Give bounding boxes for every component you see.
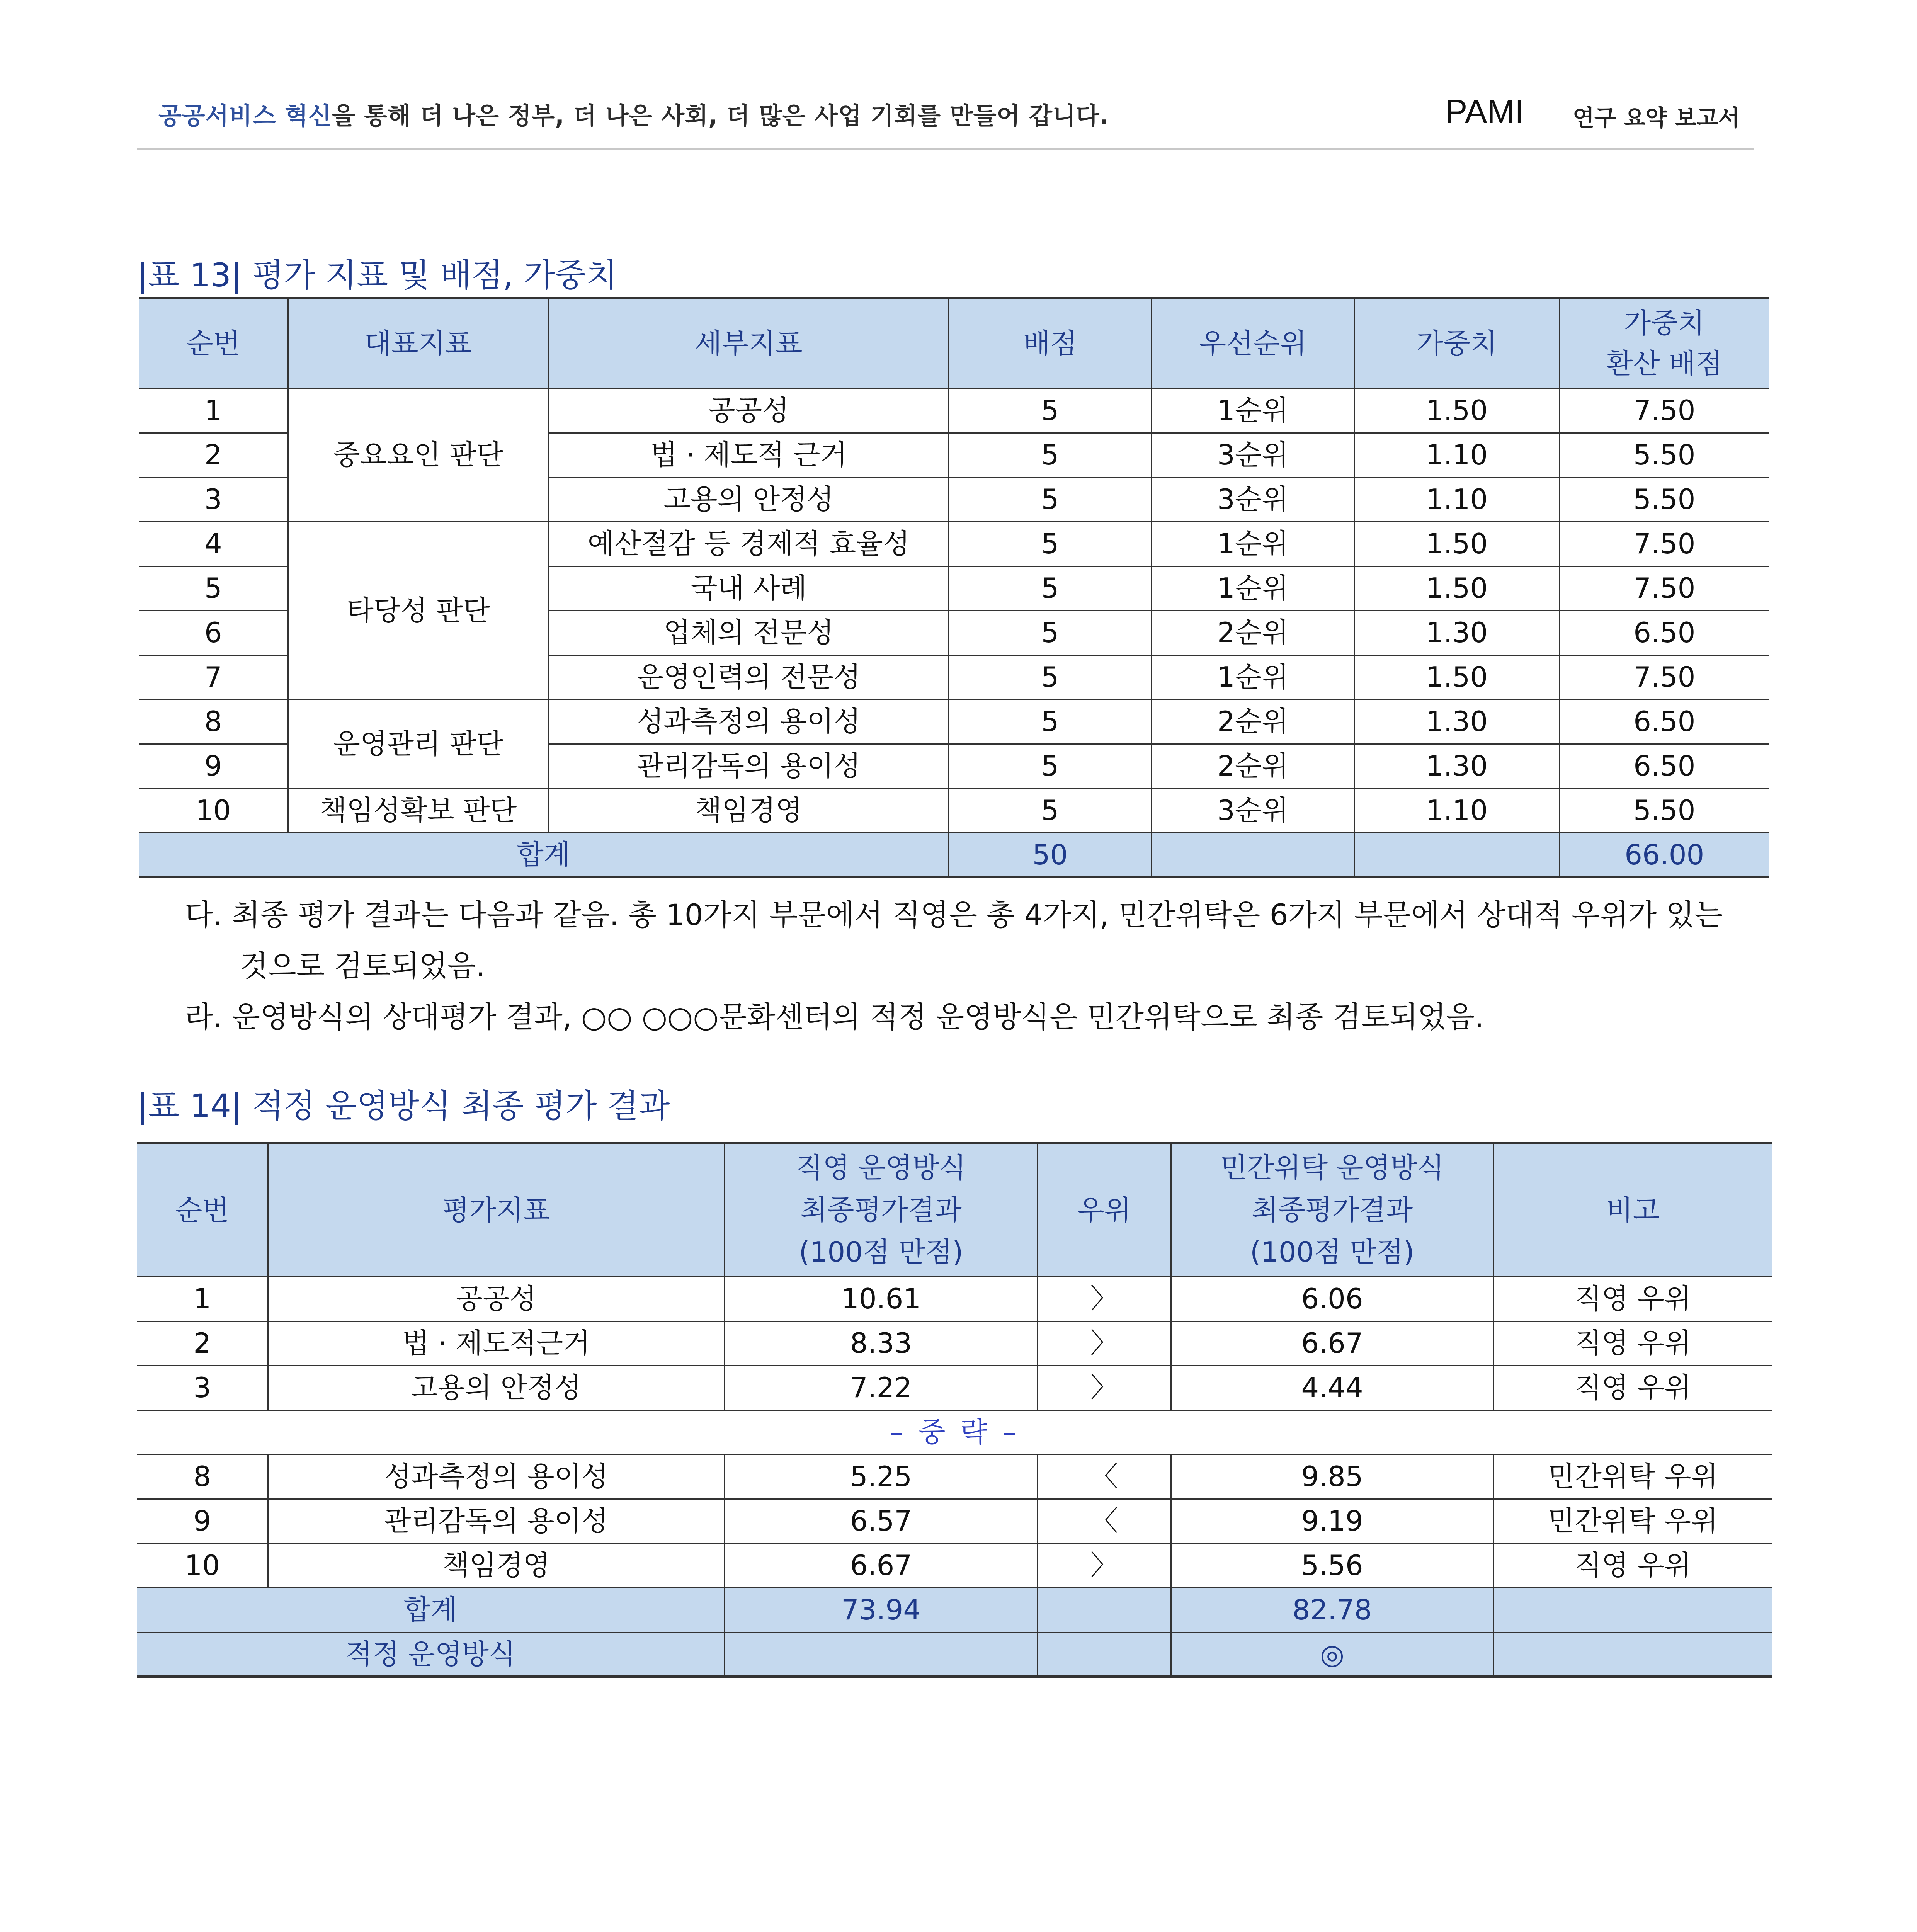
header-slogan <box>158 97 1109 131</box>
table13-cell-no: 4 <box>139 522 288 566</box>
table-row <box>137 1277 1772 1321</box>
table13-cell-weighted: 5.50 <box>1559 433 1769 477</box>
table14-total-label: 합계 <box>137 1588 725 1632</box>
table13-total-label: 합계 <box>139 833 949 877</box>
table13-header-weighted-line1: 가중치 <box>1624 307 1705 340</box>
table13-cell-no: 10 <box>139 788 288 833</box>
table14-cell-direct: 5.25 <box>725 1454 1038 1499</box>
table14-cell-no: 8 <box>137 1454 268 1499</box>
table14-header-outsourced <box>1171 1143 1493 1277</box>
table13-cell-weight: 1.30 <box>1354 744 1559 788</box>
table14-cell-direct: 8.33 <box>725 1321 1038 1366</box>
table13-cell-score: 5 <box>949 388 1152 433</box>
table13-cell-weighted: 6.50 <box>1559 744 1769 788</box>
table14-header-outsourced-line2: 최종평가결과 <box>1251 1194 1413 1226</box>
table13-cell-priority: 3순위 <box>1152 477 1354 522</box>
table-row <box>137 1543 1772 1588</box>
table13-cell-score: 5 <box>949 788 1152 833</box>
table13-cell-weighted: 6.50 <box>1559 611 1769 655</box>
table13-header-weight: 가중치 <box>1354 298 1559 388</box>
table13-cell-priority: 1순위 <box>1152 566 1354 611</box>
table-row <box>139 522 1769 566</box>
table13-cell-priority: 1순위 <box>1152 388 1354 433</box>
table14-cell-note: 직영 우위 <box>1493 1366 1772 1410</box>
table13-cell-score: 5 <box>949 699 1152 744</box>
table14-cell-no: 9 <box>137 1499 268 1543</box>
table-row <box>139 388 1769 433</box>
table14-cell-note: 직영 우위 <box>1493 1543 1772 1588</box>
table13-cell-detail: 운영인력의 전문성 <box>549 655 949 699</box>
table13-total-score: 50 <box>949 833 1152 877</box>
table14-header-outsourced-line1: 민간위탁 운영방식 <box>1220 1151 1444 1184</box>
table14-cell-no: 3 <box>137 1366 268 1410</box>
table14-cell-note: 민간위탁 우위 <box>1493 1454 1772 1499</box>
table13-cell-weighted: 6.50 <box>1559 699 1769 744</box>
table13-total-weighted: 66.00 <box>1559 833 1769 877</box>
table13-cell-detail: 국내 사례 <box>549 566 949 611</box>
table14-header-indicator: 평가지표 <box>268 1143 725 1277</box>
table14-cell-no: 1 <box>137 1277 268 1321</box>
paragraph-da-line1: 다. 최종 평가 결과는 다음과 같음. 총 10가지 부문에서 직영은 총 4가지, 민간위탁은 6가지 부문에서 상대적 우위가 있는 <box>185 898 1723 932</box>
table14-caption: |표 14| 적정 운영방식 최종 평가 결과 <box>137 1087 670 1125</box>
table13-cell-weighted: 5.50 <box>1559 788 1769 833</box>
table13-cell-score: 5 <box>949 744 1152 788</box>
table13-header-weighted-line2: 환산 배점 <box>1606 347 1723 380</box>
table13-cell-weight: 1.50 <box>1354 388 1559 433</box>
table14-optimal-direct <box>725 1632 1038 1677</box>
table14-header-no: 순번 <box>137 1143 268 1277</box>
table13-cell-priority: 3순위 <box>1152 433 1354 477</box>
table13-cell-weight: 1.10 <box>1354 433 1559 477</box>
table14-cell-indicator: 성과측정의 용이성 <box>268 1454 725 1499</box>
table14-header-compare: 우위 <box>1038 1143 1171 1277</box>
table14-cell-direct: 7.22 <box>725 1366 1038 1410</box>
table14-optimal-label: 적정 운영방식 <box>137 1632 725 1677</box>
table14-omitted-label: – 중 략 – <box>137 1410 1772 1454</box>
table13-cell-priority: 1순위 <box>1152 655 1354 699</box>
table13-cell-score: 5 <box>949 433 1152 477</box>
table14-optimal-compare <box>1038 1632 1171 1677</box>
table14-cell-indicator: 고용의 안정성 <box>268 1366 725 1410</box>
table14-cell-outsourced: 9.85 <box>1171 1454 1493 1499</box>
table13-group-cell: 책임성확보 판단 <box>288 788 549 833</box>
table14-cell-outsourced: 6.67 <box>1171 1321 1493 1366</box>
table14-cell-outsourced: 6.06 <box>1171 1277 1493 1321</box>
table13-cell-weighted: 5.50 <box>1559 477 1769 522</box>
table13-cell-no: 8 <box>139 699 288 744</box>
table13-cell-weight: 1.10 <box>1354 788 1559 833</box>
table14-cell-outsourced: 5.56 <box>1171 1543 1493 1588</box>
table13-cell-weighted: 7.50 <box>1559 566 1769 611</box>
table14-cell-compare: 〉 <box>1038 1366 1171 1410</box>
table13-cell-detail: 법 · 제도적 근거 <box>549 433 949 477</box>
table13-cell-score: 5 <box>949 566 1152 611</box>
table13-cell-weight: 1.30 <box>1354 699 1559 744</box>
table14-cell-compare: 〈 <box>1038 1454 1171 1499</box>
table13-cell-score: 5 <box>949 522 1152 566</box>
table13-group-cell: 타당성 판단 <box>288 522 549 699</box>
table14-header-direct-line3: (100점 만점) <box>799 1236 963 1269</box>
table14-cell-compare: 〉 <box>1038 1277 1171 1321</box>
table14-total-direct: 73.94 <box>725 1588 1038 1632</box>
table13-cell-detail: 고용의 안정성 <box>549 477 949 522</box>
table14-cell-direct: 6.57 <box>725 1499 1038 1543</box>
table-row <box>137 1499 1772 1543</box>
table14-header-row <box>137 1143 1772 1277</box>
table13-cell-detail: 관리감독의 용이성 <box>549 744 949 788</box>
header-brand: PAMI <box>1445 93 1524 130</box>
table14-cell-note: 민간위탁 우위 <box>1493 1499 1772 1543</box>
table14-total-compare <box>1038 1588 1171 1632</box>
table13-cell-score: 5 <box>949 655 1152 699</box>
table14-total-note <box>1493 1588 1772 1632</box>
table13-total-weight <box>1354 833 1559 877</box>
table14-cell-note: 직영 우위 <box>1493 1321 1772 1366</box>
table13-cell-detail: 책임경영 <box>549 788 949 833</box>
table13-cell-weighted: 7.50 <box>1559 522 1769 566</box>
table13-cell-weight: 1.50 <box>1354 566 1559 611</box>
table13-header-score: 배점 <box>949 298 1152 388</box>
table13-cell-score: 5 <box>949 477 1152 522</box>
table14-cell-compare: 〉 <box>1038 1543 1171 1588</box>
table14-omitted-row <box>137 1410 1772 1454</box>
table14-header-direct-line2: 최종평가결과 <box>800 1194 962 1226</box>
header-divider <box>137 148 1754 150</box>
table14-cell-compare: 〈 <box>1038 1499 1171 1543</box>
table14-optimal-outsourced: ◎ <box>1171 1632 1493 1677</box>
table13-cell-no: 1 <box>139 388 288 433</box>
table13-cell-no: 2 <box>139 433 288 477</box>
table14-cell-no: 2 <box>137 1321 268 1366</box>
header-slogan-highlight: 공공서비스 혁신 <box>158 102 332 130</box>
table-row <box>137 1321 1772 1366</box>
table13-header-no: 순번 <box>139 298 288 388</box>
table13-header-detail: 세부지표 <box>549 298 949 388</box>
table14-cell-direct: 10.61 <box>725 1277 1038 1321</box>
table14-cell-indicator: 법 · 제도적근거 <box>268 1321 725 1366</box>
header-report-type: 연구 요약 보고서 <box>1573 105 1740 131</box>
table-row <box>139 788 1769 833</box>
table-row <box>137 1454 1772 1499</box>
table13-cell-weighted: 7.50 <box>1559 388 1769 433</box>
table13-cell-weight: 1.10 <box>1354 477 1559 522</box>
table14-optimal-note <box>1493 1632 1772 1677</box>
table14-cell-compare: 〉 <box>1038 1321 1171 1366</box>
table14-cell-direct: 6.67 <box>725 1543 1038 1588</box>
table14-header-note: 비고 <box>1493 1143 1772 1277</box>
table14-cell-indicator: 공공성 <box>268 1277 725 1321</box>
table13-total-priority <box>1152 833 1354 877</box>
table13-cell-no: 6 <box>139 611 288 655</box>
table14-optimal-row <box>137 1632 1772 1677</box>
table13-header-main: 대표지표 <box>288 298 549 388</box>
table-row <box>137 1366 1772 1410</box>
table13-cell-no: 3 <box>139 477 288 522</box>
table13-cell-priority: 2순위 <box>1152 699 1354 744</box>
table14-cell-indicator: 책임경영 <box>268 1543 725 1588</box>
table13-cell-score: 5 <box>949 611 1152 655</box>
table13-cell-no: 9 <box>139 744 288 788</box>
table13-header-weighted <box>1559 298 1769 388</box>
table13-header-row <box>139 298 1769 388</box>
table13 <box>139 297 1769 878</box>
table13-cell-weight: 1.50 <box>1354 522 1559 566</box>
header-slogan-text: 을 통해 더 나은 정부, 더 나은 사회, 더 많은 사업 기회를 만들어 갑니다. <box>332 102 1109 130</box>
table-row <box>139 699 1769 744</box>
table13-cell-weight: 1.30 <box>1354 611 1559 655</box>
table14-header-outsourced-line3: (100점 만점) <box>1250 1236 1415 1269</box>
table14-cell-outsourced: 9.19 <box>1171 1499 1493 1543</box>
table14-total-outsourced: 82.78 <box>1171 1588 1493 1632</box>
table13-cell-weighted: 7.50 <box>1559 655 1769 699</box>
table13-cell-priority: 1순위 <box>1152 522 1354 566</box>
table13-cell-detail: 공공성 <box>549 388 949 433</box>
table14-cell-no: 10 <box>137 1543 268 1588</box>
table14 <box>137 1142 1772 1678</box>
table13-total-row <box>139 833 1769 877</box>
paragraph-ra: 라. 운영방식의 상대평가 결과, ○○ ○○○문화센터의 적정 운영방식은 민간위탁으로 최종 검토되었음. <box>185 1000 1484 1034</box>
table14-cell-indicator: 관리감독의 용이성 <box>268 1499 725 1543</box>
table13-group-cell: 운영관리 판단 <box>288 699 549 788</box>
table13-cell-no: 7 <box>139 655 288 699</box>
table14-header-direct <box>725 1143 1038 1277</box>
table13-group-cell: 중요요인 판단 <box>288 388 549 522</box>
table14-header-direct-line1: 직영 운영방식 <box>796 1151 966 1184</box>
table14-total-row <box>137 1588 1772 1632</box>
table13-caption: |표 13| 평가 지표 및 배점, 가중치 <box>137 256 617 294</box>
table13-cell-priority: 2순위 <box>1152 611 1354 655</box>
table13-cell-no: 5 <box>139 566 288 611</box>
table14-cell-note: 직영 우위 <box>1493 1277 1772 1321</box>
table13-cell-detail: 업체의 전문성 <box>549 611 949 655</box>
table13-cell-priority: 3순위 <box>1152 788 1354 833</box>
paragraph-da-line2: 것으로 검토되었음. <box>240 949 485 983</box>
table13-cell-weight: 1.50 <box>1354 655 1559 699</box>
table13-header-priority: 우선순위 <box>1152 298 1354 388</box>
table13-cell-detail: 예산절감 등 경제적 효율성 <box>549 522 949 566</box>
table13-cell-detail: 성과측정의 용이성 <box>549 699 949 744</box>
table13-cell-priority: 2순위 <box>1152 744 1354 788</box>
table14-cell-outsourced: 4.44 <box>1171 1366 1493 1410</box>
